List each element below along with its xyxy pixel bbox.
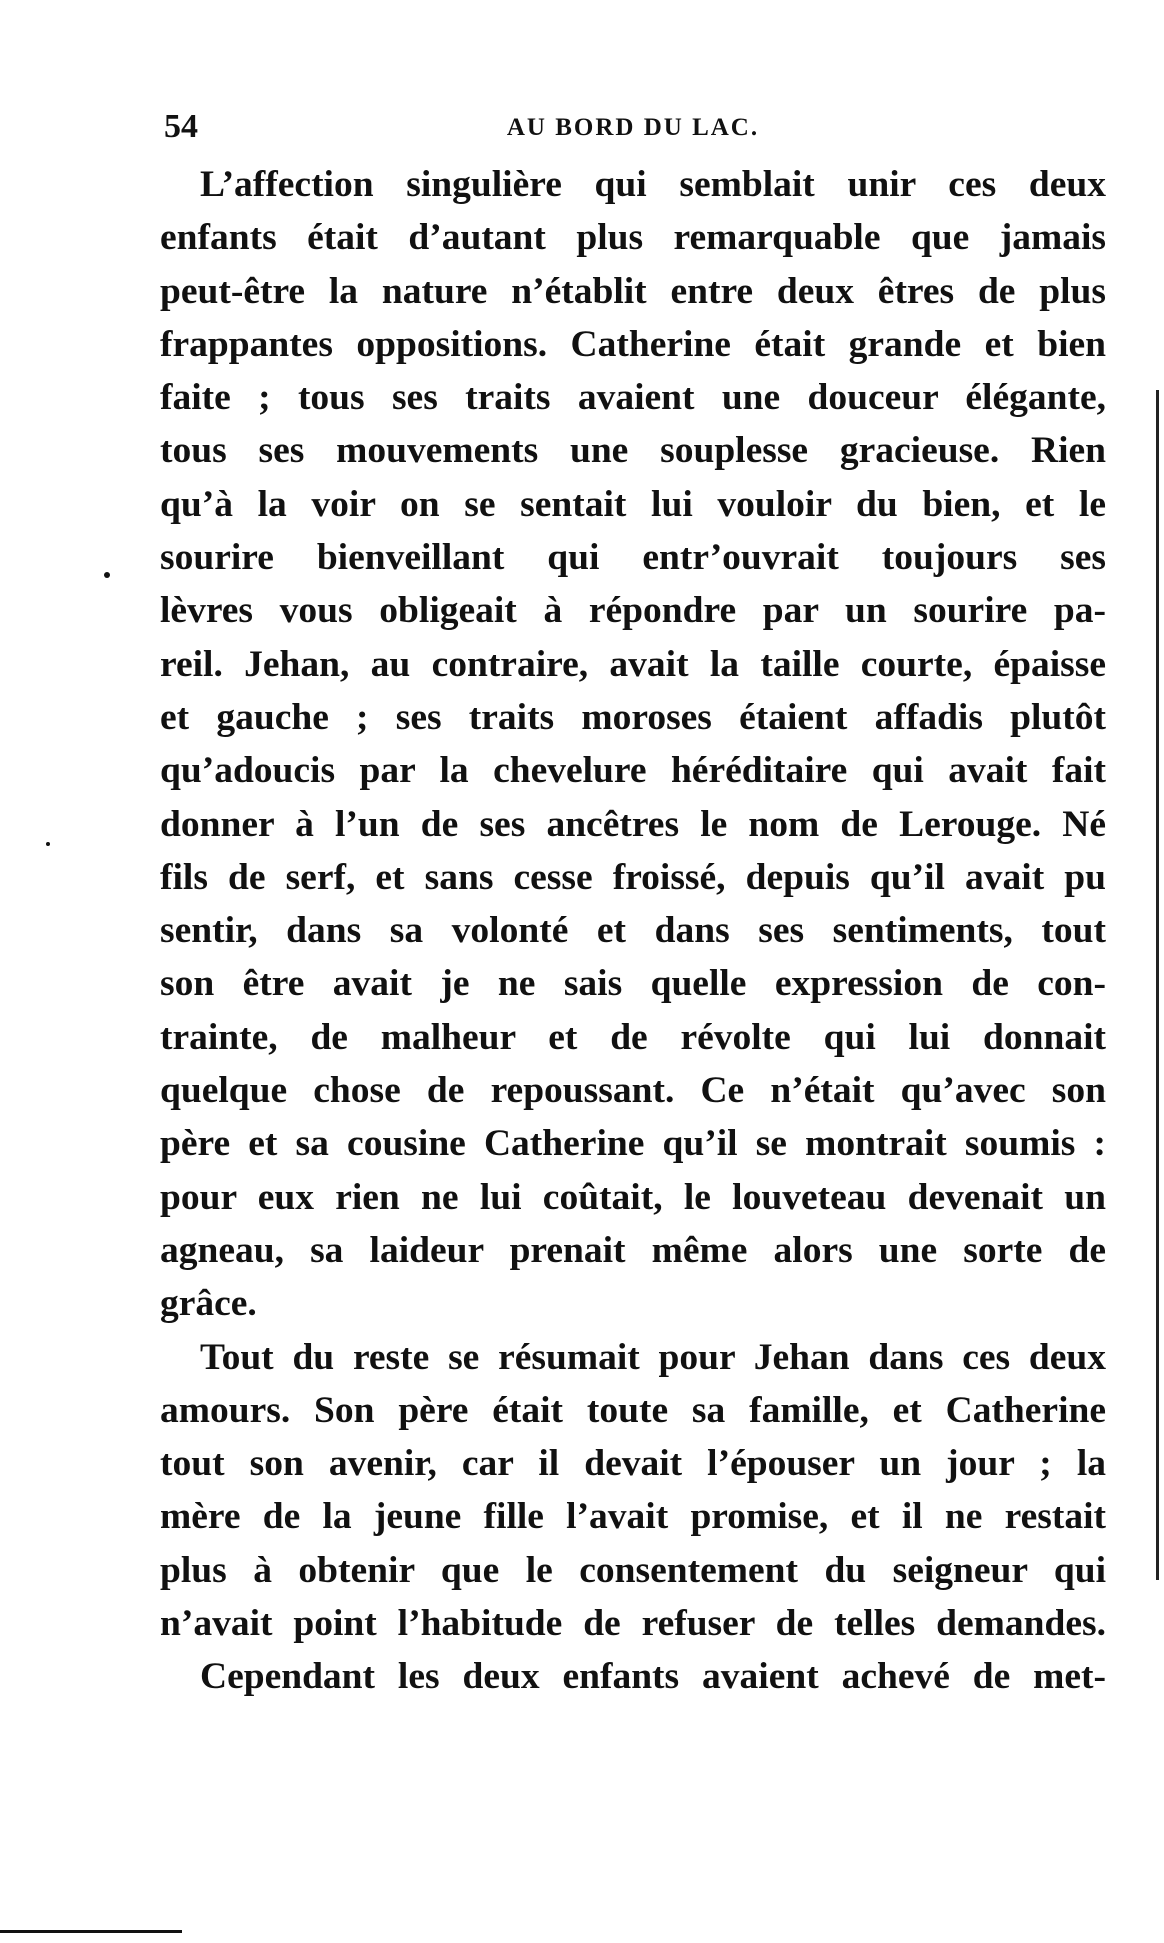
text-line: et gauche ; ses traits moroses étaient affadis plutôt — [160, 696, 1106, 738]
paragraph-3 — [160, 1650, 1106, 1703]
text-line: frappantes oppositions. Catherine était grande et bien — [160, 323, 1106, 365]
text-line: trainte, de malheur et de révolte qui lui donnait — [160, 1016, 1106, 1058]
text-line: fils de serf, et sans cesse froissé, depuis qu’il avait pu — [160, 856, 1106, 898]
ink-speck — [46, 842, 50, 846]
text-line: sourire bienveillant qui entr’ouvrait toujours ses — [160, 537, 1106, 579]
text-line: tout son avenir, car il devait l’épouser un jour ; la — [160, 1443, 1106, 1485]
page-edge-line — [1156, 390, 1159, 1580]
text-line: mère de la jeune fille l’avait promise, et il ne restait — [160, 1496, 1106, 1538]
text-line: tous ses mouvements une souplesse gracieuse. Rien — [160, 430, 1106, 472]
text-line: Tout du reste se résumait pour Jehan dans ces deux — [200, 1336, 1106, 1378]
paragraph-1 — [160, 158, 1106, 1331]
text-line: Cependant les deux enfants avaient achevé de met- — [200, 1656, 1106, 1698]
text-line: peut-être la nature n’établit entre deux êtres de plus — [160, 270, 1106, 312]
text-line: amours. Son père était toute sa famille, et Catherine — [160, 1389, 1106, 1431]
text-line: qu’à la voir on se sentait lui vouloir du bien, et le — [160, 483, 1106, 525]
page-header — [160, 108, 1106, 148]
text-line: lèvres vous obligeait à répondre par un sourire pa- — [160, 590, 1106, 632]
text-line: enfants était d’autant plus remarquable que jamais — [160, 217, 1106, 259]
ink-speck — [104, 572, 110, 578]
text-line: pour eux rien ne lui coûtait, le louveteau devenait un — [160, 1176, 1106, 1218]
text-line: agneau, sa laideur prenait même alors une sorte de — [160, 1229, 1106, 1271]
bottom-rule — [0, 1930, 182, 1933]
text-line: père et sa cousine Catherine qu’il se montrait soumis : — [160, 1123, 1106, 1165]
text-line: L’affection singulière qui semblait unir ces deux — [200, 164, 1106, 205]
text-line: n’avait point l’habitude de refuser de telles demandes. — [160, 1603, 1106, 1645]
text-line: plus à obtenir que le consentement du seigneur qui — [160, 1549, 1106, 1591]
body-text — [160, 158, 1106, 1704]
text-line: reil. Jehan, au contraire, avait la taille courte, épaisse — [160, 643, 1106, 685]
text-line: faite ; tous ses traits avaient une douceur élégante, — [160, 377, 1106, 419]
text-line: sentir, dans sa volonté et dans ses sentiments, tout — [160, 910, 1106, 952]
page-number: 54 — [164, 108, 198, 145]
running-title: AU BORD DU LAC. — [506, 114, 760, 141]
text-line: qu’adoucis par la chevelure héréditaire qui avait fait — [160, 750, 1106, 792]
text-line: donner à l’un de ses ancêtres le nom de Lerouge. Né — [160, 803, 1106, 845]
text-line: grâce. — [160, 1283, 257, 1325]
text-line: quelque chose de repoussant. Ce n’était qu’avec son — [160, 1070, 1106, 1112]
paragraph-2 — [160, 1331, 1106, 1651]
text-line: son être avait je ne sais quelle expression de con- — [160, 963, 1106, 1005]
